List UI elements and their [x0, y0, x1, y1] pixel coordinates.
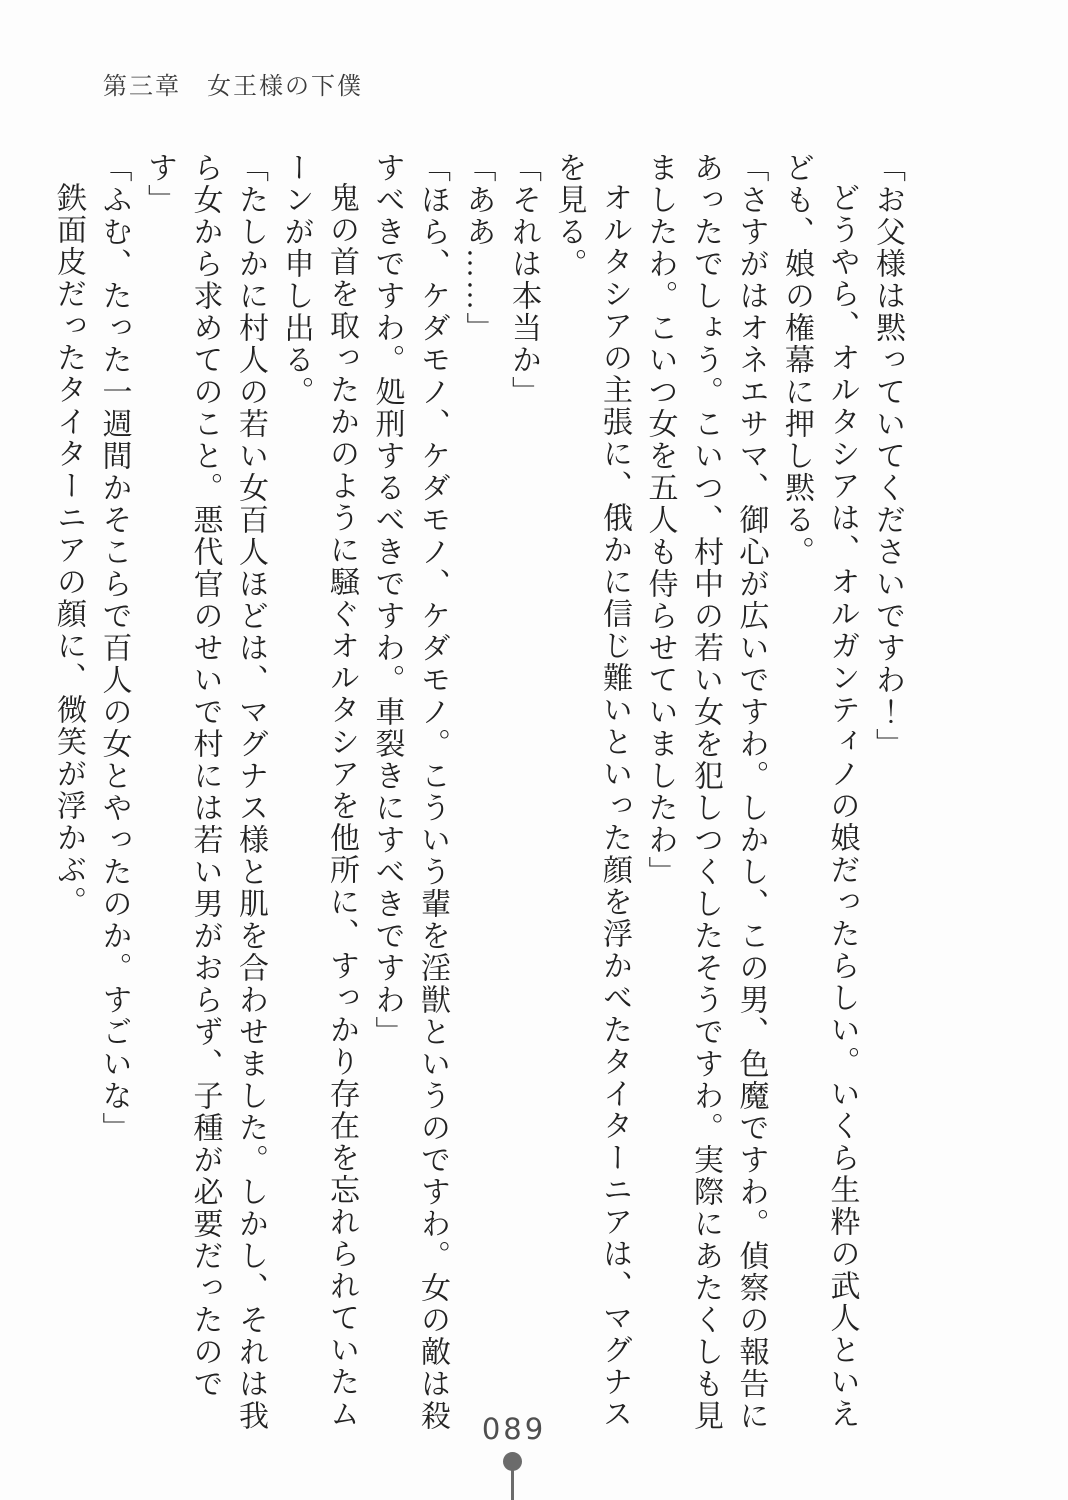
dialogue-paragraph: 「たしかに村人の若い女百人ほどは、マグナス様と肌を合わせました。しかし、それは我ら女から求めてのこと。悪代官のせいで村には若い男がおらず、子種が必要だったのです」 — [143, 152, 267, 1432]
dialogue-paragraph: 「ほら、ケダモノ、ケダモノ、ケダモノ。こういう輩を淫獣というのですわ。女の敵は殺すべきですわ。処刑するべきですわ。車裂きにすべきですわ」 — [370, 152, 449, 1432]
chapter-header: 第三章 女王様の下僕 — [103, 74, 363, 100]
dialogue-paragraph: 「それは本当か」 — [507, 152, 540, 408]
narration-paragraph: どうやら、オルタシアは、オルガンティノの娘だったらしい。いくら生粋の武人といえども、娘の権幕に押し黙る。 — [780, 152, 859, 1430]
narration-paragraph: オルタシアの主張に、俄かに信じ難いといった顔を浮かべたタイターニアは、マグナスを見る。 — [552, 152, 631, 1430]
page-marker-line — [511, 1466, 514, 1500]
narration-paragraph: 鬼の首を取ったかのように騒ぐオルタシアを他所に、すっかり存在を忘れられていたムーンが申し出る。 — [279, 152, 358, 1430]
dialogue-paragraph: 「お父様は黙っていてくださいですわ！」 — [871, 152, 904, 760]
page-body — [46, 152, 911, 1434]
dialogue-paragraph: 「ふむ、たった一週間かそこらで百人の女とやったのか。すごいな」 — [97, 152, 131, 1144]
narration-paragraph: 鉄面皮だったタイターニアの顔に、微笑が浮かぶ。 — [52, 182, 85, 918]
dialogue-paragraph: 「ああ……」 — [461, 152, 495, 344]
dialogue-paragraph: 「さすがはオネエサマ、御心が広いですわ。しかし、この男、色魔ですわ。偵察の報告にあったでしょう。こいつ、村中の若い女を犯しつくしたそうですわ。実際にあたくしも見ましたわ。こいつ女を五人も侍らせていましたわ」 — [643, 152, 768, 1432]
page-number: 089 — [481, 1412, 547, 1446]
